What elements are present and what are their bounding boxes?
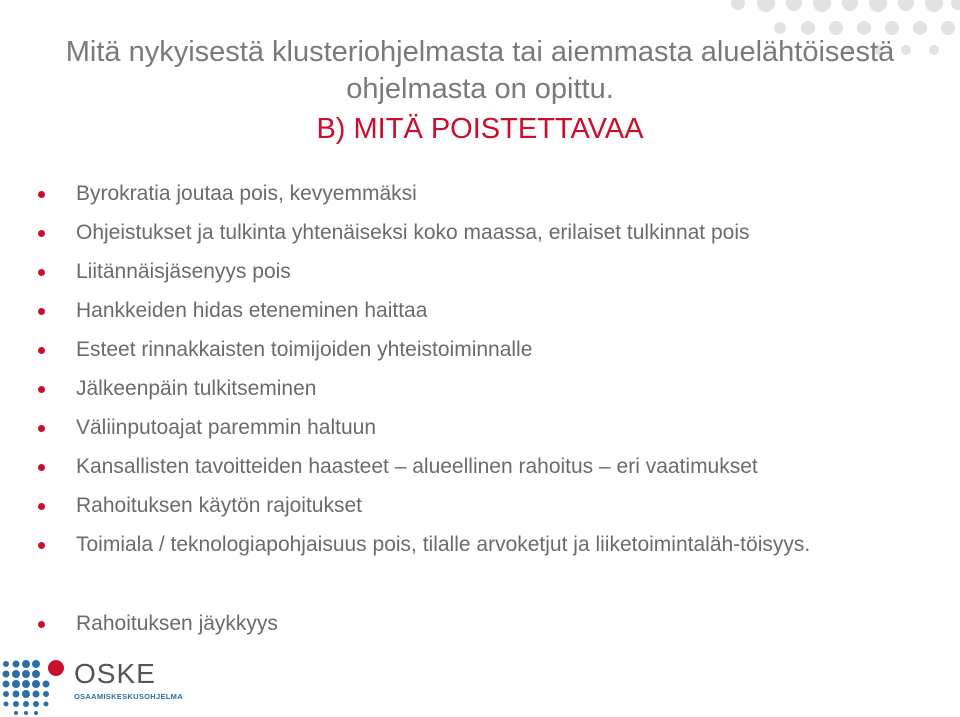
logo-name: OSKE (74, 658, 156, 689)
bullet-dot-icon (38, 230, 45, 237)
logo-dot-pattern (0, 658, 70, 717)
logo-tagline: OSAAMISKESKUSOHJELMA (74, 692, 183, 701)
bullet-dot-icon (38, 542, 45, 549)
title-line-2: ohjelmasta on opittu. (346, 73, 614, 105)
bullet-dot-icon (38, 425, 45, 432)
bullet-dot-icon (38, 621, 45, 628)
bullet-dot-icon (38, 191, 45, 198)
slide-subtitle: B) MITÄ POISTETTAVAA (316, 113, 644, 145)
bullet-dot-icon (38, 464, 45, 471)
bullet-dot-icon (38, 386, 45, 393)
bullet-dot-icon (38, 308, 45, 315)
slide-title (30, 34, 930, 148)
bullet-dot-icon (38, 503, 45, 510)
oske-logo (74, 660, 183, 701)
bullet-dot-icon (38, 347, 45, 354)
title-line-1: Mitä nykyisestä klusteriohjelmasta tai aiemmasta aluelähtöisestä (65, 36, 895, 68)
bullet-dot-icon (38, 269, 45, 276)
